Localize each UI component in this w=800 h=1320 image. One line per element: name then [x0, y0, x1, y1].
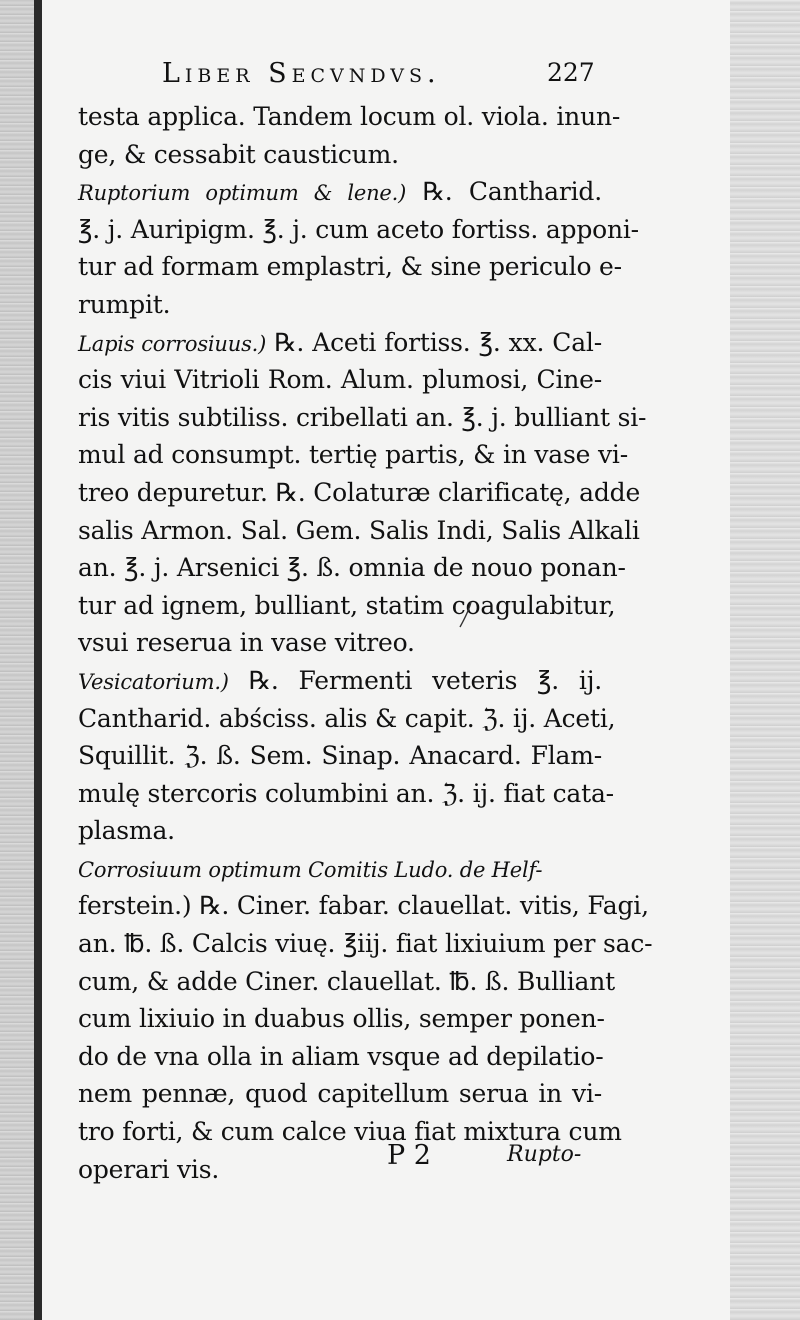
text-line [78, 211, 639, 249]
text-line [78, 850, 602, 888]
text-line [78, 1000, 605, 1038]
text-line [78, 512, 640, 550]
text-line [78, 624, 602, 662]
line-text: ℞. Cantharid. [406, 177, 602, 207]
line-text: ℥. j. Auripigm. ℥. j. cum aceto fortiss. apponi- [78, 214, 639, 244]
signature-mark: P 2 [387, 1140, 431, 1171]
line-text: ℞. Aceti fortiss. ℥. xx. Cal- [266, 327, 602, 357]
text-line [78, 436, 628, 474]
line-text: treo depuretur. ℞. Colaturæ clarificatę, adde [78, 477, 641, 507]
text-line [78, 887, 649, 925]
line-text: testa applica. Tandem locum ol. viola. inun- [78, 102, 621, 131]
text-line [78, 136, 602, 174]
text-line [78, 587, 616, 625]
text-line [78, 286, 602, 324]
line-text: rumpit. [78, 289, 171, 319]
line-text: an. ℥. j. Arsenici ℥. ß. omnia de nouo ponan- [78, 553, 626, 583]
page-header [162, 58, 612, 94]
line-text: cis viui Vitrioli Rom. Alum. plumosi, Cine- [78, 365, 602, 395]
line-text: salis Armon. Sal. Gem. Salis Indi, Salis Alkali [78, 515, 640, 545]
recipe-heading: Lapis corrosiuus.) [78, 331, 267, 356]
recipe-heading: Corrosiuum optimum Comitis Ludo. de Helf- [78, 857, 543, 882]
binding-edge [0, 0, 38, 1320]
book-page [42, 0, 730, 1320]
fore-edge [730, 0, 800, 1320]
text-line [78, 812, 602, 850]
line-text: ℞. Fermenti veteris ℥. ij. [228, 665, 602, 695]
page-footer [387, 1140, 602, 1180]
recipe-heading: Ruptorium optimum & lene.) [78, 181, 407, 206]
text-line [78, 173, 602, 211]
text-line [78, 1038, 602, 1076]
text-line [78, 775, 614, 813]
text-line [78, 925, 653, 963]
body-text [78, 98, 653, 1188]
text-line [78, 1075, 602, 1113]
line-text: an. ℔. ß. Calcis viuę. ℥iij. fiat lixiuium per sac- [78, 929, 653, 959]
recipe-heading: Vesicatorium.) [78, 669, 229, 694]
line-text: ge, & cessabit causticum. [78, 139, 399, 169]
text-line [78, 324, 602, 362]
text-line [78, 361, 602, 399]
line-text: tur ad ignem, bulliant, statim coagulabitur, [78, 590, 616, 620]
line-text: ris vitis subtiliss. cribellati an. ℥. j. bulliant si- [78, 402, 647, 432]
line-text: plasma. [78, 816, 175, 846]
text-line [78, 737, 602, 775]
catchword: Rupto- [507, 1142, 582, 1167]
text-line [78, 98, 621, 136]
text-line [78, 549, 626, 587]
line-text: tur ad formam emplastri, & sine periculo e- [78, 252, 622, 282]
line-text: vsui reserua in vase vitreo. [78, 628, 415, 658]
text-line [78, 474, 641, 512]
text-line [78, 399, 647, 437]
line-text: tro forti, & cum calce viua fiat mixtura cum [78, 1117, 622, 1147]
line-text: nem pennæ, quod capitellum serua in vi- [78, 1079, 602, 1109]
text-line [78, 700, 616, 738]
pen-mark-icon [457, 600, 477, 630]
line-text: operari vis. [78, 1154, 220, 1184]
line-text: ferstein.) ℞. Ciner. fabar. clauellat. vitis, Fagi, [78, 891, 649, 921]
text-line [78, 662, 602, 700]
line-text: cum, & adde Ciner. clauellat. ℔. ß. Bulliant [78, 966, 615, 996]
running-title: Liber Secvndvs. [162, 58, 441, 89]
text-line [78, 248, 622, 286]
page-number: 227 [547, 58, 595, 87]
gutter-shadow [34, 0, 42, 1320]
line-text: Squillit. ℨ. ß. Sem. Sinap. Anacard. Flam- [78, 741, 602, 771]
line-text: Cantharid. abściss. alis & capit. ℨ. ij. Aceti, [78, 703, 616, 733]
text-line [78, 963, 615, 1001]
line-text: mulę stercoris columbini an. ℨ. ij. fiat cata- [78, 778, 614, 808]
line-text: do de vna olla in aliam vsque ad depilatio- [78, 1041, 604, 1071]
line-text: cum lixiuio in duabus ollis, semper ponen- [78, 1004, 605, 1034]
line-text: mul ad consumpt. tertię partis, & in vase vi- [78, 440, 628, 470]
